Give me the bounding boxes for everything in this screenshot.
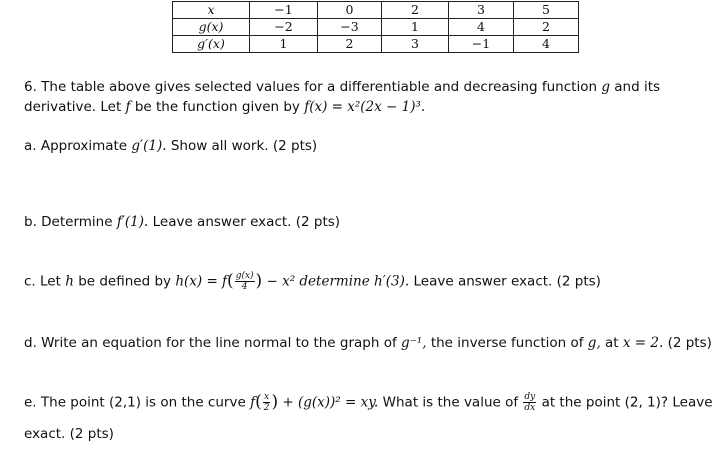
table-cell: 1 (382, 19, 449, 36)
part-c-frac-num: g(x) (235, 271, 254, 281)
part-d-g: g, (587, 335, 601, 351)
table-cell: 4 (449, 19, 514, 36)
table-cell: 1 (250, 36, 318, 53)
intro-text: 6. The table above gives selected values for a differentiable and decreasing function (24, 79, 598, 95)
part-c (24, 271, 601, 292)
part-d-ginv: g⁻¹, (401, 335, 427, 351)
part-b-expr: f′(1). (116, 214, 149, 230)
table-cell: 2 (318, 36, 382, 53)
row-label-g: g(x) (173, 19, 250, 36)
part-b (24, 213, 340, 232)
part-c-expr-end: − x² determine (266, 273, 370, 290)
part-d (24, 334, 712, 353)
paren-open: ( (227, 271, 234, 291)
part-e-fraction (263, 392, 271, 413)
part-d-text: d. Write an equation for the line normal to the graph of (24, 335, 397, 351)
part-d-at: at (605, 335, 619, 351)
part-a-label: a. Approximate (24, 138, 128, 154)
part-d-mid: the inverse function of (430, 335, 584, 351)
intro-g: g (601, 79, 610, 95)
part-c-fraction (235, 271, 255, 292)
table-cell: −2 (250, 19, 318, 36)
part-c-h: h (65, 273, 74, 290)
part-c-mid: be defined by (78, 273, 172, 290)
paren-open-e: ( (255, 392, 262, 412)
table-cell: 3 (449, 2, 514, 19)
part-e-frac-den: 2 (263, 403, 270, 413)
part-c-expr-start: h(x) = f (175, 273, 228, 290)
table-cell: 5 (514, 2, 579, 19)
intro-f: f (125, 99, 131, 115)
part-e-line2-text: exact. (2 pts) (24, 426, 114, 442)
table-cell: −1 (449, 36, 514, 53)
part-e-dy: dy (524, 392, 536, 402)
intro-mid: be the function given by (134, 99, 300, 115)
part-b-label: b. Determine (24, 214, 113, 230)
table-cell: 0 (318, 2, 382, 19)
problem-intro-line2 (24, 98, 425, 117)
part-e-frac-num: x (264, 392, 270, 402)
part-e-q: What is the value of (382, 394, 519, 411)
table-cell: 4 (514, 36, 579, 53)
part-a (24, 137, 317, 156)
part-d-rest: (2 pts) (667, 335, 712, 351)
intro-end: and its (614, 79, 661, 95)
table-cell: 2 (514, 19, 579, 36)
part-c-rest: Leave answer exact. (2 pts) (413, 273, 601, 290)
part-e-f: f (250, 394, 256, 411)
row-label-x: x (173, 2, 250, 19)
part-b-rest: Leave answer exact. (2 pts) (152, 214, 341, 230)
part-e-line2 (24, 425, 114, 444)
part-e-plus: + (g(x))² = xy. (282, 394, 379, 411)
part-e-line1 (24, 392, 713, 413)
part-a-expr: g′(1). (131, 138, 167, 154)
row-label-gprime: g′(x) (173, 36, 250, 53)
part-e-dx: dx (524, 403, 536, 413)
values-table (172, 1, 579, 53)
table-cell: 2 (382, 2, 449, 19)
table-cell: 3 (382, 36, 449, 53)
part-c-label: c. Let (24, 273, 61, 290)
intro-text2: derivative. Let (24, 99, 122, 115)
paren-close-e: ) (271, 392, 279, 412)
table-cell: −3 (318, 19, 382, 36)
part-e-text: e. The point (2,1) is on the curve (24, 394, 246, 411)
paren-close: ) (255, 271, 263, 291)
table-row-g (173, 19, 579, 36)
part-a-rest: Show all work. (2 pts) (170, 138, 318, 154)
problem-intro-line1 (24, 78, 660, 97)
table-row-gprime (173, 36, 579, 53)
part-c-frac-den: 4 (241, 282, 248, 292)
part-d-x: x = 2. (622, 335, 664, 351)
part-c-expr2: h′(3). (374, 273, 410, 290)
intro-formula: f(x) = x²(2x − 1)³. (304, 99, 426, 115)
table-cell: −1 (250, 2, 318, 19)
part-e-rest: at the point (2, 1)? Leave (541, 394, 713, 411)
table-row-x (173, 2, 579, 19)
part-e-derivative (523, 392, 536, 413)
